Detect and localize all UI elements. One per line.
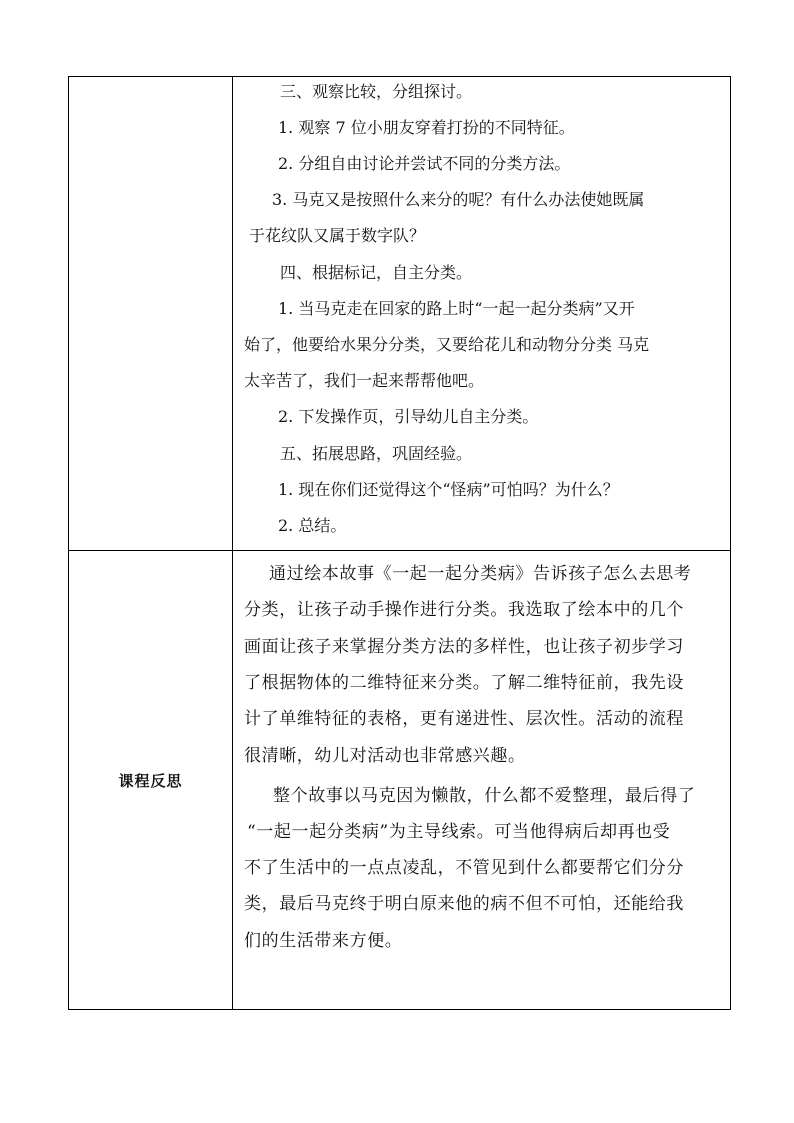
reflection-paragraph-line: 了根据物体的二维特征来分类。了解二维特征前，我先设 <box>244 673 684 693</box>
step-item-continued: 始了，他要给水果分分类，又要给花儿和动物分分类 马克 <box>244 335 650 354</box>
step-item: 1. 观察 7 位小朋友穿着打扮的不同特征。 <box>278 118 575 137</box>
step-item-continued: 太辛苦了，我们一起来帮帮他吧。 <box>244 371 485 390</box>
reflection-paragraph-line: 们的生活带来方便。 <box>244 931 403 951</box>
reflection-row <box>69 551 730 1009</box>
reflection-paragraph-line: “一起一起分类病”为主导线索。可当他得病后却再也受 <box>247 822 671 842</box>
step-item: 1. 当马克走在回家的路上时“一起一起分类病”又开 <box>278 299 635 318</box>
activity-process-content-cell <box>233 77 730 550</box>
reflection-paragraph-line: 分类，让孩子动手操作进行分类。我选取了绘本中的几个 <box>244 600 684 620</box>
reflection-paragraph-line: 不了生活中的一点点凌乱，不管见到什么都要帮它们分分 <box>244 858 684 878</box>
reflection-paragraph-line: 整个故事以马克因为懒散，什么都不爱整理，最后得了 <box>273 786 696 806</box>
step-heading-classify: 四、根据标记，自主分类。 <box>280 263 473 282</box>
reflection-paragraph-line: 类，最后马克终于明白原来他的病不但不可怕，还能给我 <box>244 894 684 914</box>
reflection-paragraph-line: 画面让孩子来掌握分类方法的多样性，也让孩子初步学习 <box>244 637 684 657</box>
activity-process-label-cell <box>69 77 233 550</box>
lesson-plan-table <box>68 76 731 1010</box>
step-item-continued: 于花纹队又属于数字队？ <box>249 226 426 245</box>
step-item: 2. 总结。 <box>278 516 347 535</box>
reflection-label: 课程反思 <box>118 771 183 790</box>
step-item: 2. 下发操作页，引导幼儿自主分类。 <box>278 407 539 426</box>
reflection-paragraph-line: 很清晰，幼儿对活动也非常感兴趣。 <box>244 746 526 766</box>
reflection-label-cell <box>69 551 233 1009</box>
step-item: 3. 马克又是按照什么来分的呢？有什么办法使她既属 <box>272 190 645 209</box>
step-heading-observe: 三、观察比较，分组探讨。 <box>280 82 473 101</box>
activity-process-row <box>69 77 730 551</box>
step-item: 2. 分组自由讨论并尝试不同的分类方法。 <box>278 154 571 173</box>
step-heading-expand: 五、拓展思路，巩固经验。 <box>280 444 473 463</box>
step-item: 1. 现在你们还觉得这个“怪病”可怕吗？为什么？ <box>278 480 619 499</box>
reflection-content-cell <box>233 551 730 1009</box>
reflection-paragraph-line: 通过绘本故事《一起一起分类病》告诉孩子怎么去思考 <box>269 564 692 584</box>
reflection-paragraph-line: 计了单维特征的表格，更有递进性、层次性。活动的流程 <box>244 709 684 729</box>
